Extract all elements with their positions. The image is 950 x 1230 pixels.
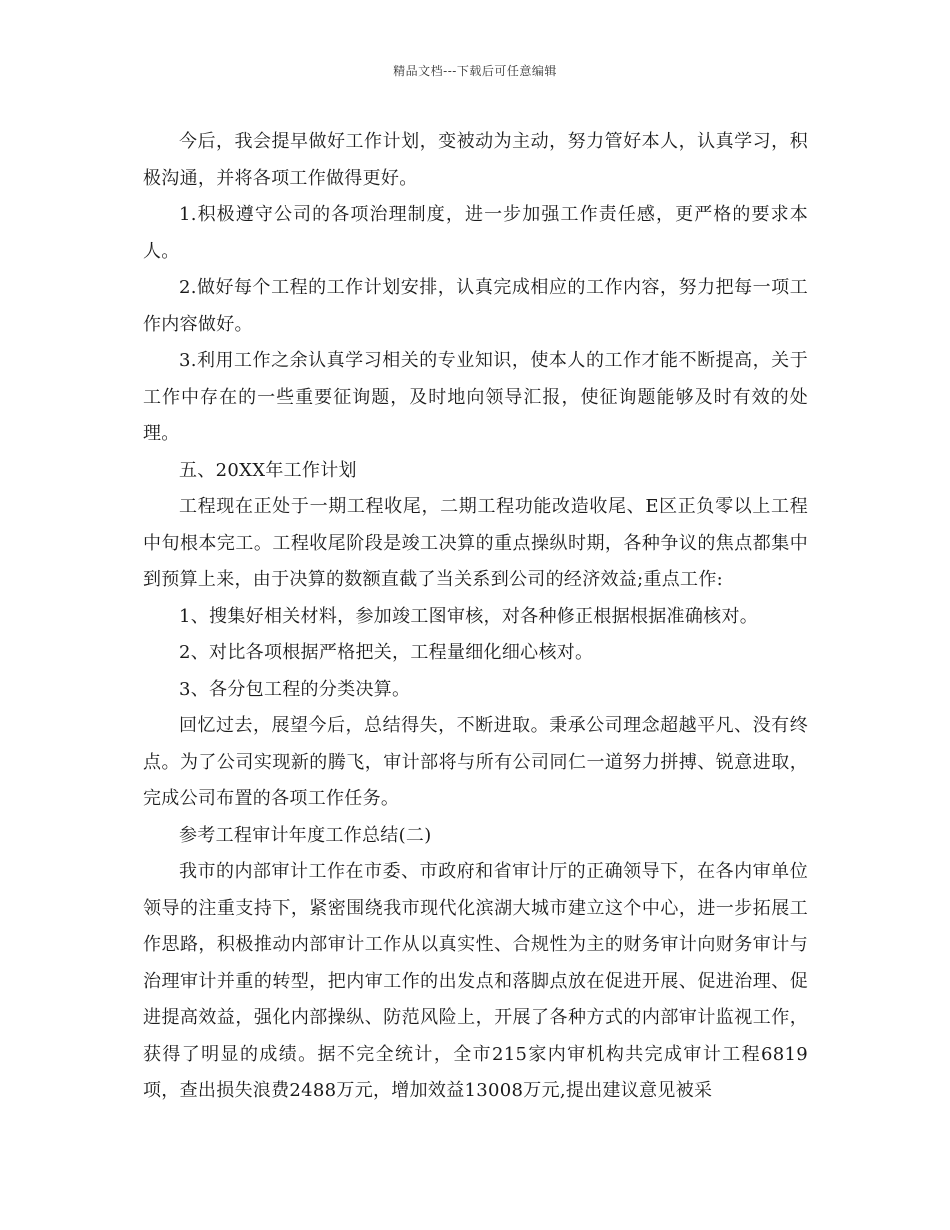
document-body — [143, 124, 808, 1110]
section-heading-summary-two: 参考工程审计年度工作总结(二) — [179, 824, 432, 846]
paragraph-conclusion: 回忆过去，展望今后，总结得失，不断进取。秉承公司理念超越平凡、没有终点。为了公司实现新的腾飞，审计部将与所有公司同仁一道努力拼搏、锐意进取，完成公司布置的各项工作任务。 — [143, 715, 808, 809]
paragraph-item-2: 2.做好每个工程的工作计划安排，认真完成相应的工作内容，努力把每一项工作内容做好。 — [143, 277, 808, 335]
paragraph-plan-intro: 今后，我会提早做好工作计划，变被动为主动，努力管好本人，认真学习，积极沟通，并将各项工作做得更好。 — [143, 131, 808, 189]
paragraph-task-2: 2、对比各项根据严格把关，工程量细化细心核对。 — [179, 642, 594, 663]
paragraph-item-3: 3.利用工作之余认真学习相关的专业知识，使本人的工作才能不断提高，关于工作中存在的一些重要征询题，及时地向领导汇报，使征询题能够及时有效的处理。 — [143, 350, 808, 444]
paragraph-item-1: 1.积极遵守公司的各项治理制度，进一步加强工作责任感，更严格的要求本人。 — [143, 204, 808, 262]
page-header: 精品文档---下载后可任意编辑 — [393, 64, 557, 78]
paragraph-internal-audit: 我市的内部审计工作在市委、市政府和省审计厅的正确领导下，在各内审单位领导的注重支持下，紧密围绕我市现代化滨湖大城市建立这个中心，进一步拓展工作思路，积极推动内部审计工作从以真实性、合规性为主的财务审计向财务审计与治理审计并重的转型，把内审工作的出发点和落脚点放在促进开展、促进治理、促进提高效益，强化内部操纵、防范风险上，开展了各种方式的内部审计监视工作，获得了明显的成绩。据不完全统计，全市215家内审机构共完成审计工程6819项，查出损失浪费2488万元，增加效益13008万元,提出建议意见被采 — [143, 861, 808, 1101]
paragraph-project-status: 工程现在正处于一期工程收尾，二期工程功能改造收尾、E区正负零以上工程中旬根本完工。工程收尾阶段是竣工决算的重点操纵时期，各种争议的焦点都集中到预算上来，由于决算的数额直截了当关系到公司的经济效益;重点工作: — [143, 496, 808, 590]
section-heading-work-plan: 五、20XX年工作计划 — [179, 459, 357, 481]
paragraph-task-3: 3、各分包工程的分类决算。 — [179, 678, 411, 700]
paragraph-task-1: 1、搜集好相关材料，参加竣工图审核，对各种修正根据根据准确核对。 — [179, 605, 759, 627]
